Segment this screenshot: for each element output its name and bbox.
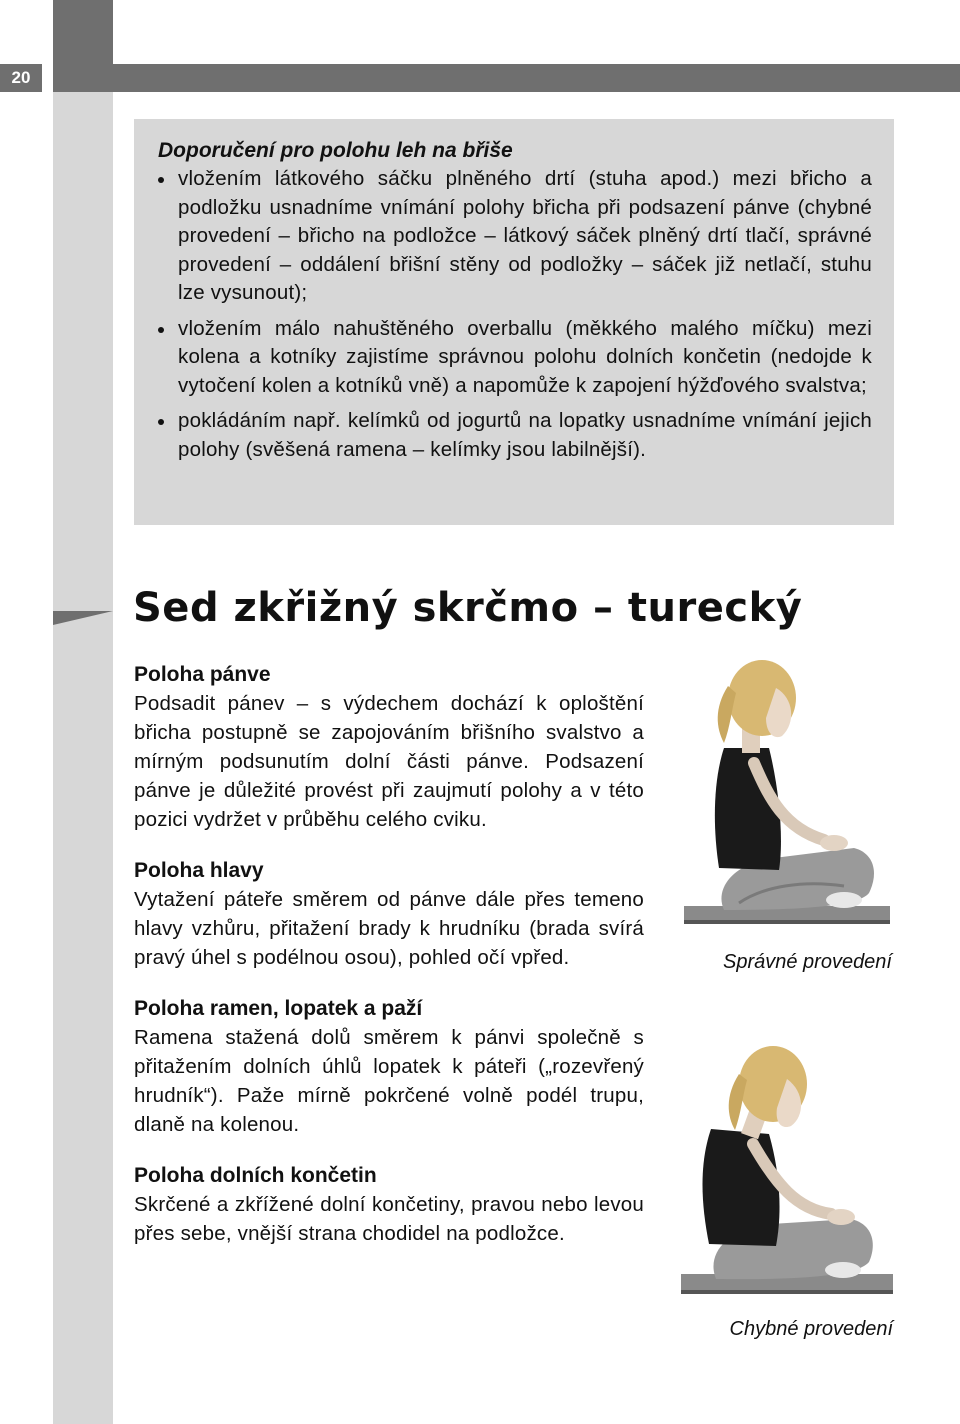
subsection-text: Vytažení páteře směrem od pánve dále přes temeno hlavy vzhůru, přitažení brady k hrudníku (brada svírá pravý úhel s podélnou osou), pohled očí vpřed. — [134, 888, 644, 969]
subsection-text: Podsadit pánev – s výdechem dochází k oploštění břicha postupně se zapojováním břišního svalstvo a mírným podsunutím dolní části pánve. Podsazení pánve je důležité provést při zaujmutí polohy a v této pozici vydržet v průběhu celého cviku. — [134, 692, 644, 831]
subsection-heading: Poloha ramen, lopatek a paží — [134, 997, 423, 1020]
recommendation-item: pokládáním např. kelímků od jogurtů na lopatky usnadníme vnímání jejich polohy (svěšená ramena – kelímky jsou labilnější). — [158, 407, 872, 464]
header-bar — [0, 64, 960, 92]
subsection-head — [134, 856, 644, 972]
subsection-pelvis — [134, 660, 644, 834]
caption-incorrect: Chybné provedení — [729, 1318, 893, 1340]
section-title: Sed zkřižný skrčmo – turecký — [133, 585, 803, 631]
recommendation-box — [134, 119, 894, 525]
subsection-heading: Poloha hlavy — [134, 859, 264, 882]
subsection-text: Skrčené a zkřížené dolní končetiny, pravou nebo levou přes sebe, vnější strana chodidel na podložce. — [134, 1193, 644, 1245]
photo-incorrect-posture — [681, 1034, 893, 1304]
subsection-text: Ramena stažená dolů směrem k pánvi společně s přitažením dolních úhlů lopatek k páteři („rozevřený hrudník“). Paže mírně pokrčené volně podél trupu, dlaně na kolenou. — [134, 1026, 644, 1136]
recommendation-item: vložením látkového sáčku plněného drtí (stuha apod.) mezi břicho a podložku usnadníme vnímání polohy břicha při podsazení pánve (chybné provedení – břicho na podložce – látkový sáček plněný drtí tlačí, správné provedení – oddálení břišní stěny od podložky – sáček již netlačí, stuhu lze vysunout); — [158, 165, 872, 308]
recommendation-list — [158, 165, 872, 464]
page-number: 20 — [11, 68, 31, 87]
subsection-heading: Poloha dolních končetin — [134, 1164, 377, 1187]
section-content — [134, 660, 644, 1270]
subsection-shoulders — [134, 994, 644, 1139]
subsection-legs — [134, 1161, 644, 1248]
subsection-heading: Poloha pánve — [134, 663, 271, 686]
photo-correct-posture — [684, 648, 890, 938]
header-gap — [42, 64, 53, 92]
header-top-block — [53, 0, 113, 64]
recommendation-title: Doporučení pro polohu leh na břiše — [158, 139, 513, 162]
section-arrow-icon — [53, 597, 113, 625]
side-strip — [53, 0, 113, 1424]
recommendation-item: vložením málo nahuštěného overballu (měkkého malého míčku) mezi kolena a kotníky zajistíme správnou polohu dolních končetin (nedojde k vytočení kolen a kotníků vně) a napomůže k zapojení hýžďového svalstva; — [158, 315, 872, 401]
caption-correct: Správné provedení — [722, 951, 892, 973]
